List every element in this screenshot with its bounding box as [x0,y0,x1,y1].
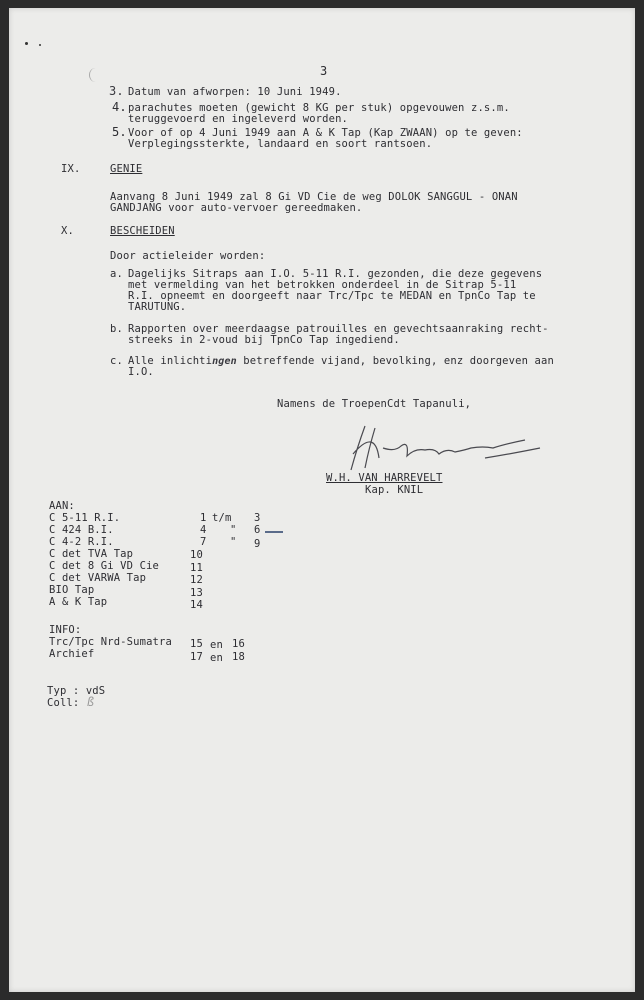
copy-number: 17 [190,651,203,663]
item-text: parachutes moeten (gewicht 8 KG per stuk) opgevouwen z.s.m. [128,102,510,114]
signatory-rank: Kap. KNIL [365,484,424,496]
copy-end: 6 [254,524,261,536]
distribution-recipient: C det VARWA Tap [49,572,147,584]
copy-sep: " [230,524,237,536]
sub-label: c. [110,355,123,367]
copy-number: 15 [190,638,203,650]
sub-text: streeks in 2-voud bij TpnCo Tap ingediend. [128,334,400,346]
closing-line: Namens de TroepenCdt Tapanuli, [277,398,472,410]
copy-number: 1 [200,512,207,524]
collation-line: Coll: [47,697,80,709]
page-number: 3 [320,64,328,78]
copy-end: 3 [254,512,261,524]
sub-label: a. [110,268,123,280]
sub-text: R.I. opneemt en doorgeeft naar Trc/Tpc te MEDAN en TpnCo Tap te [128,290,536,302]
distribution-heading: AAN: [49,500,75,512]
copy-end: 18 [232,651,245,663]
sub-text: TARUTUNG. [128,301,187,313]
item-text-cont: Verplegingssterkte, landaard en soort rantsoen. [128,138,433,150]
copy-end: 9 [254,538,261,550]
item-number: 4. [112,100,127,114]
distribution-recipient: C 4-2 R.I. [49,536,114,548]
copy-sep: en [210,652,223,664]
scan-speck [39,44,41,46]
sub-text: Dagelijks Sitraps aan I.O. 5-11 R.I. gezonden, die deze gegevens [128,268,543,280]
distribution-recipient: C det 8 Gi VD Cie [49,560,160,572]
copy-number: 12 [190,574,203,586]
item-text-cont: teruggevoerd en ingeleverd worden. [128,113,349,125]
copy-number: 13 [190,587,203,599]
distribution-recipient: A & K Tap [49,596,108,608]
info-recipient: Trc/Tpc Nrd-Sumatra [49,636,172,648]
distribution-recipient: C 424 B.I. [49,524,114,536]
item-text: Datum van afworpen: 10 Juni 1949. [128,86,342,98]
collation-pencil-mark: ß [87,695,95,709]
copy-end: 16 [232,638,245,650]
sub-text: Alle inlichtingen betreffende vijand, bevolking, enz doorgeven aan [128,355,554,367]
handwritten-signature [335,418,545,478]
copy-sep: t/m [212,512,232,524]
copy-sep: " [230,536,237,548]
sub-text: met vermelding van het betrokken onderdeel in de Sitrap 5-11 [128,279,517,291]
typist-line: Typ : vdS [47,685,106,697]
section-number: X. [61,225,74,237]
section-title: GENIE [110,163,143,175]
copy-sep: en [210,639,223,651]
item-text: Voor of op 4 Juni 1949 aan A & K Tap (Kap ZWAAN) op te geven: [128,127,523,139]
info-recipient: Archief [49,648,95,660]
section-title: BESCHEIDEN [110,225,175,237]
distribution-recipient: C 5-11 R.I. [49,512,121,524]
sub-text: Rapporten over meerdaagse patrouilles en gevechtsaanraking recht- [128,323,549,335]
sub-text: I.O. [128,366,154,378]
copy-number: 10 [190,549,203,561]
copy-number: 4 [200,524,207,536]
section-number: IX. [61,163,81,175]
sub-label: b. [110,323,123,335]
pencil-mark [89,68,102,82]
scan-speck [25,42,28,45]
handwritten-correction: ngen [212,356,237,367]
document-page [9,8,635,992]
section-text: Aanvang 8 Juni 1949 zal 8 Gi VD Cie de weg DOLOK SANGGUL - ONAN [110,191,518,203]
item-number: 3. [109,84,124,98]
section-intro: Door actieleider worden: [110,250,266,262]
copy-number: 14 [190,599,203,611]
distribution-recipient: C det TVA Tap [49,548,134,560]
item-number: 5. [112,125,127,139]
pen-dash-mark [265,531,283,533]
section-text: GANDJANG voor auto-vervoer gereedmaken. [110,202,363,214]
signatory-name: W.H. VAN HARREVELT [326,472,443,484]
copy-number: 11 [190,562,203,574]
distribution-recipient: BIO Tap [49,584,95,596]
copy-number: 7 [200,536,207,548]
info-heading: INFO: [49,624,82,636]
